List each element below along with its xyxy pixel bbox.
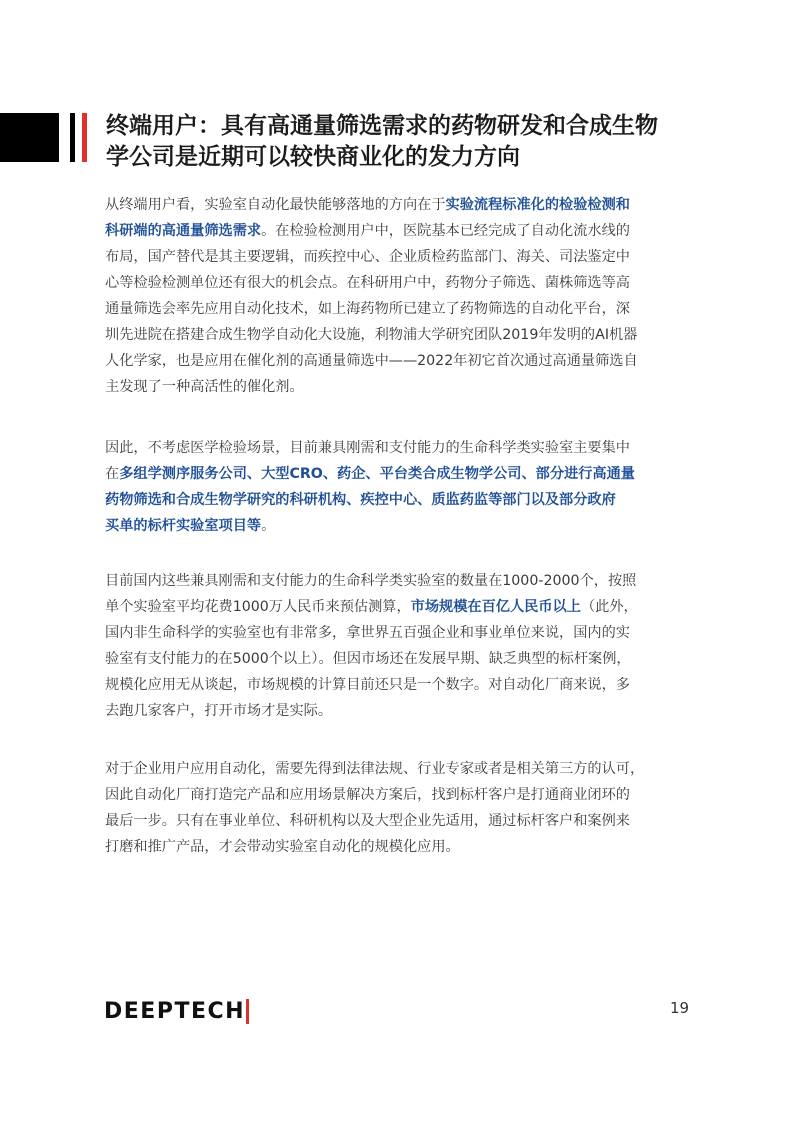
p2-line: 因此，不考虑医学检验场景，目前兼具刚需和支付能力的生命科学类实验室主要集中	[105, 440, 630, 456]
paragraph-4	[105, 756, 695, 860]
p4-line: 最后一步。只有在事业单位、科研机构以及大型企业先适用，通过标杆客户和案例来	[105, 813, 630, 829]
header-red-bar	[82, 113, 87, 162]
heading-line-1: 终端用户：具有高通量筛选需求的药物研发和合成生物	[106, 113, 658, 139]
p2-text: 。	[261, 518, 276, 534]
p1-line: 圳先进院在搭建合成生物学自动化大设施，利物浦大学研究团队2019年发明的AI机器	[105, 327, 638, 343]
p3-highlight: 市场规模在百亿人民币以上	[410, 599, 581, 615]
header-black-block	[0, 113, 59, 162]
paragraph-1	[105, 192, 695, 400]
p3-line: 验室有支付能力的在5000个以上）。但因市场还在发展早期、缺乏典型的标杆案例，	[105, 651, 631, 667]
p1-line: 人化学家，也是应用在催化剂的高通量筛选中——2022年初它首次通过高通量筛选自	[105, 353, 638, 369]
page-number: 19	[670, 999, 690, 1017]
p2-highlight: 买单的标杆实验室项目等	[105, 518, 262, 534]
p4-line: 对于企业用户应用自动化，需要先得到法律法规、行业专家或者是相关第三方的认可，	[105, 761, 645, 777]
p1-line: 心等检验检测单位还有很大的机会点。在科研用户中，药物分子筛选、菌株筛选等高	[105, 275, 630, 291]
p2-highlight: 多组学测序服务公司、大型CRO、药企、平台类合成生物学公司、部分进行高通量	[119, 466, 635, 482]
p1-line: 主发现了一种高活性的催化剂。	[105, 379, 304, 395]
p3-line: 目前国内这些兼具刚需和支付能力的生命科学类实验室的数量在1000-2000个，按照	[105, 573, 637, 589]
heading-line-2: 学公司是近期可以较快商业化的发力方向	[106, 144, 520, 170]
logo-text-last: H	[225, 999, 249, 1024]
p3-line: 去跑几家客户，打开市场才是实际。	[105, 703, 333, 719]
p1-line: 布局，国产替代是其主要逻辑，而疾控中心、企业质检药监部门、海关、司法鉴定中	[105, 249, 630, 265]
logo-text: DEEPTEC	[104, 999, 226, 1024]
p1-text: 从终端用户看，实验室自动化最快能够落地的方向在于	[105, 197, 446, 213]
p3-text: 单个实验室平均花费1000万人民币来预估测算，	[105, 599, 411, 615]
p1-line: 通量筛选会率先应用自动化技术，如上海药物所已建立了药物筛选的自动化平台，深	[105, 301, 630, 317]
p2-highlight-line: 药物筛选和合成生物学研究的科研机构、疾控中心、质监药监等部门以及部分政府	[105, 492, 616, 508]
header-black-bar	[70, 113, 75, 162]
p3-line: 国内非生命科学的实验室也有非常多，拿世界五百强企业和事业单位来说，国内的实	[105, 625, 630, 641]
p4-line: 打磨和推广产品，才会带动实验室自动化的规模化应用。	[105, 839, 460, 855]
p1-highlight: 科研端的高通量筛选需求	[105, 223, 262, 239]
p1-text: 。在检验检测用户中，医院基本已经完成了自动化流水线的	[261, 223, 630, 239]
p4-line: 因此自动化厂商打造完产品和应用场景解决方案后，找到标杆客户是打通商业闭环的	[105, 787, 630, 803]
p1-highlight: 实验流程标准化的检验检测和	[445, 197, 630, 213]
p3-line: 规模化应用无从谈起，市场规模的计算目前还只是一个数字。对自动化厂商来说，多	[105, 677, 630, 693]
section-heading	[106, 111, 706, 173]
p3-text: （此外，	[580, 599, 638, 615]
paragraph-2	[105, 435, 695, 539]
paragraph-3	[105, 568, 695, 724]
p2-text: 在	[105, 466, 120, 482]
deeptech-logo	[104, 999, 249, 1024]
